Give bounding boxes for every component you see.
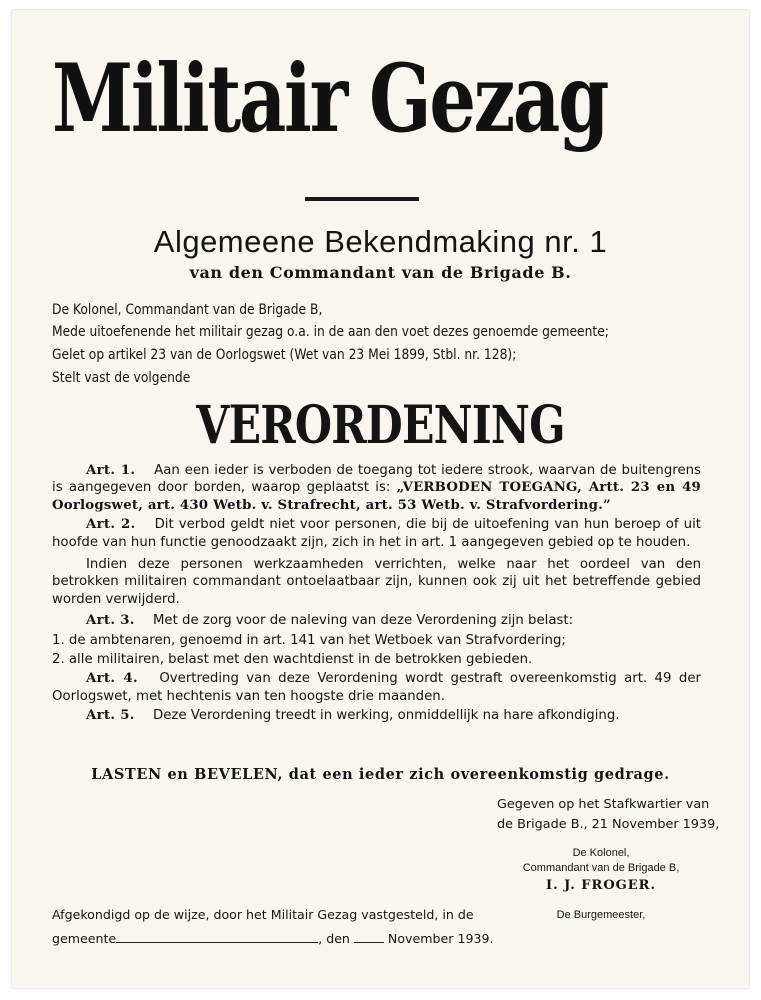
month-year: November 1939. (387, 931, 494, 946)
article-1 (52, 462, 701, 514)
signatory-role: Commandant van de Brigade B, (522, 862, 680, 874)
announcement-issuer: van den Commandant van de Brigade B. (189, 263, 572, 282)
preamble-line: Gelet op artikel 23 van de Oorlogswet (Wet van 23 Mei 1899, Stbl. nr. 128); (52, 347, 517, 363)
article-text: Aan een ieder is verboden de toegang tot iedere strook, waarvan de buitengrens is aangegeven door borden, waarop geplaatst is: (52, 463, 701, 496)
promulgation-line: Afgekondigd op de wijze, door het Militair Gezag vastgesteld, in de (52, 907, 474, 922)
article-label: Art. 5. (86, 708, 135, 724)
article-text: Met de zorg voor de naleving van deze Verordening zijn belast: (152, 613, 574, 629)
list-item: 2. alle militairen, belast met den wachtdienst in de betrokken gebieden. (52, 652, 533, 668)
article-label: Art. 2. (86, 517, 136, 533)
article-text: Overtreding van deze Verordening wordt gestraft overeenkomstig art. 49 der Oorlogswet, met hechtenis van ten hoogste drie maanden. (52, 671, 701, 704)
title-rule (305, 197, 419, 201)
article-2 (52, 516, 701, 551)
ordinance-heading: VERORDENING (196, 395, 565, 456)
given-date: de Brigade B., 21 November 1939, (497, 817, 720, 832)
prohibition-notice: „VERBODEN TOEGANG, Artt. 23 en 49 Oorlogswet, art. 430 Wetb. v. Strafrecht, art. 53 Wetb. v. Strafvordering.” (52, 480, 702, 513)
closing-statement: LASTEN en BEVELEN, dat een ieder zich overeenkomstig gedrage. (91, 766, 670, 783)
article-label: Art. 1. (86, 463, 136, 478)
article-4 (52, 670, 701, 705)
list-item: 1. de ambtenaren, genoemd in art. 141 van het Wetboek van Strafvordering; (52, 632, 566, 648)
given-line: Gegeven op het Stafkwartier van (497, 797, 710, 812)
article-text: Deze Verordening treedt in werking, onmiddellijk na hare afkondiging. (152, 708, 620, 724)
article-5 (52, 707, 701, 724)
den-label: , den (318, 931, 350, 946)
day-blank (354, 942, 384, 943)
gemeente-blank (116, 942, 318, 943)
preamble-line: De Kolonel, Commandant van de Brigade B, (52, 302, 323, 318)
signatory-name: I. J. FROGER. (545, 878, 657, 893)
preamble-line: Mede uitoefenende het militair gezag o.a. in de aan den voet dezes genoemde gemeente; (52, 324, 609, 340)
article-3 (52, 612, 701, 629)
article-2-paragraph: Indien deze personen werkzaamheden verrichten, welke naar het oordeel van den betrokken militairen commandant ontoelaatbaar zijn, kunnen ook zij uit het betreffende gebied worden verwijderd. (52, 557, 701, 607)
article-text: Dit verbod geldt niet voor personen, die bij de uitoefening van hun beroep of uit hoofde van hun functie genoodzaakt zijn, zich in het in art. 1 aangegeven gebied op te houden. (52, 517, 701, 550)
preamble-line: Stelt vast de volgende (52, 370, 191, 386)
article-label: Art. 4. (86, 671, 138, 687)
article-label: Art. 3. (86, 613, 135, 629)
ordinance-body (52, 462, 701, 725)
promulgation-fill-line (52, 930, 494, 948)
gemeente-label: gemeente (52, 931, 117, 946)
mayor-signature-label: De Burgemeester, (556, 909, 646, 921)
signatory-rank: De Kolonel, (572, 847, 630, 859)
poster-title: Militair Gezag (52, 44, 608, 154)
announcement-subtitle: Algemeene Bekendmaking nr. 1 (153, 224, 608, 259)
